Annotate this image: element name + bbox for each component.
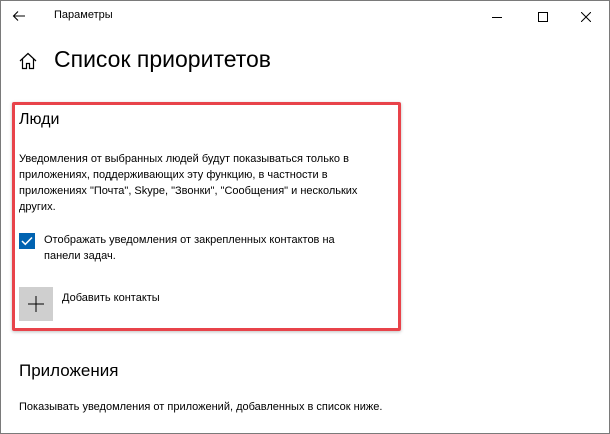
apps-section-title: Приложения <box>19 361 119 380</box>
home-icon <box>18 51 38 71</box>
add-contacts-button[interactable] <box>19 287 160 321</box>
apps-description: Показывать уведомления от приложений, добавленных в список ниже. <box>19 401 383 413</box>
home-button[interactable] <box>18 51 38 71</box>
page-title: Список приоритетов <box>54 46 272 72</box>
close-button[interactable] <box>563 1 609 32</box>
window-title: Параметры <box>54 9 113 21</box>
checkbox-label: Отображать уведомления от закрепленных контактов на панели задач. <box>44 234 335 262</box>
minimize-button[interactable] <box>474 1 520 32</box>
close-icon <box>581 12 591 22</box>
add-contacts-label: Добавить контакты <box>62 292 160 304</box>
people-section-title: Люди <box>19 111 60 128</box>
minimize-icon <box>492 12 502 22</box>
title-bar <box>1 1 609 32</box>
back-button[interactable] <box>7 4 31 28</box>
checkbox-checked[interactable] <box>19 233 35 249</box>
checkmark-icon <box>21 236 33 246</box>
maximize-icon <box>538 12 548 22</box>
back-arrow-icon <box>12 10 26 22</box>
people-description: Уведомления от выбранных людей будут показываться только в приложениях, поддерживающих эту функцию, в частности в приложениях "Почта", Skype, "Звонки", "Сообщения" и нескольких других. <box>19 153 358 213</box>
maximize-button[interactable] <box>520 1 566 32</box>
add-contacts-tile[interactable] <box>19 287 53 321</box>
pinned-contacts-checkbox[interactable] <box>19 232 391 264</box>
plus-icon <box>28 296 44 312</box>
